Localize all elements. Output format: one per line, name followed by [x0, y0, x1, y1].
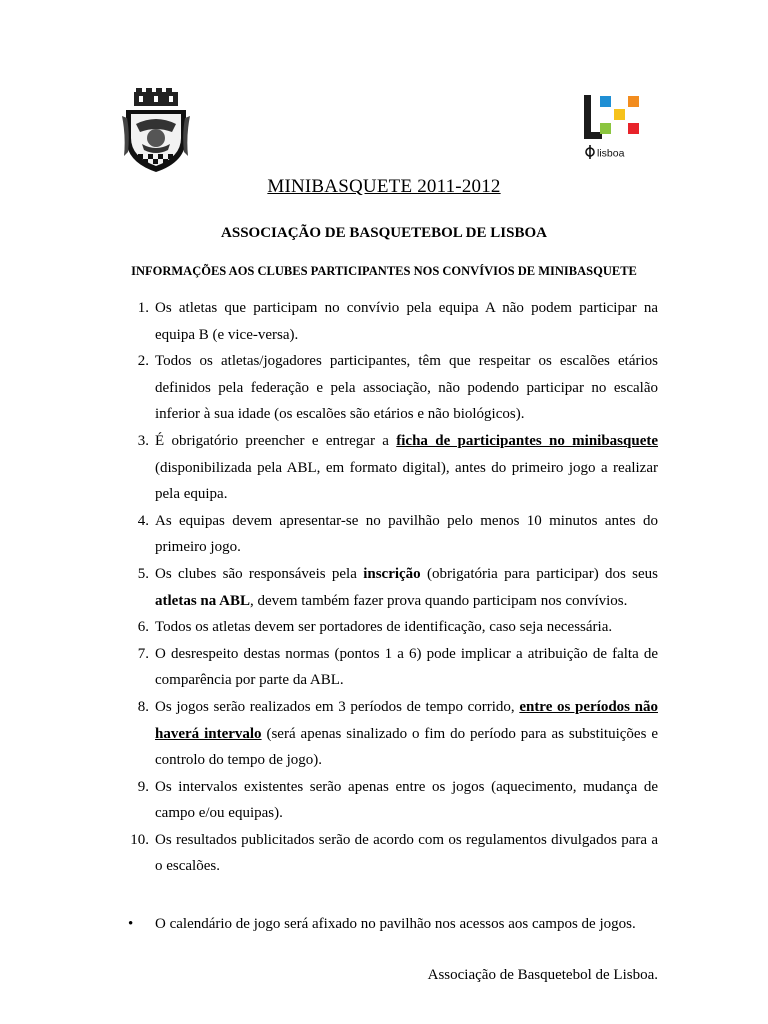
rule-number: 5.: [137, 565, 149, 582]
bullet-dot-icon: •: [128, 916, 134, 932]
rule-text-segment: Os resultados publicitados serão de acordo com os regulamentos divulgados para a o escalões.: [155, 831, 658, 875]
rule-text-segment: (disponibilizada pela ABL, em formato digital), antes do primeiro jogo a realizar pela equipa.: [155, 459, 658, 503]
document-subtitle: INFORMAÇÕES AOS CLUBES PARTICIPANTES NOS CONVÍVIOS DE MINIBASQUETE: [131, 264, 637, 278]
bullet-note-text: O calendário de jogo será afixado no pavilhão nos acessos aos campos de jogos.: [155, 916, 636, 932]
rule-text: [155, 295, 658, 348]
bullet-note: [128, 911, 668, 937]
rule-item: [118, 561, 658, 614]
rule-number: 7.: [137, 645, 149, 662]
rule-text: [155, 774, 658, 827]
rule-text: [155, 827, 658, 880]
rule-emphasis: entre os períodos não haverá intervalo: [155, 698, 658, 742]
rule-text: [155, 508, 658, 561]
rule-item: [118, 774, 658, 827]
document-title: MINIBASQUETE 2011-2012: [267, 176, 501, 197]
rule-number: 1.: [137, 300, 149, 316]
rule-number: 6.: [137, 619, 149, 636]
rule-number: 4.: [137, 512, 149, 529]
rule-text: [155, 348, 658, 428]
rule-item: [118, 694, 658, 774]
rule-text-segment: As equipas devem apresentar-se no pavilhão pelo menos 10 minutos antes do primeiro jogo.: [155, 512, 658, 556]
rule-text-segment: Os atletas que participam no convívio pela equipa A não podem participar na equipa B (e vice-versa).: [155, 300, 658, 343]
rule-text-segment: (será apenas sinalizado o fim do período para as substituições e controlo do tempo de jogo).: [155, 725, 658, 769]
rule-number: 10.: [130, 831, 149, 848]
rule-text-segment: Os clubes são responsáveis pela: [155, 565, 364, 582]
rule-text-segment: , devem também fazer prova quando participam nos convívios.: [250, 592, 628, 609]
rule-emphasis: atletas na ABL: [155, 592, 251, 609]
rules-list: [118, 295, 658, 880]
rule-text-segment: É obrigatório preencher e entregar a: [155, 432, 397, 449]
rule-text-segment: Todos os atletas devem ser portadores de identificação, caso seja necessária.: [155, 619, 613, 636]
rule-item: [118, 827, 658, 880]
rule-number: 2.: [137, 353, 149, 370]
rule-number: 8.: [137, 698, 149, 715]
rule-item: [118, 428, 658, 508]
rule-text: [155, 694, 658, 774]
rule-text-segment: Os intervalos existentes serão apenas entre os jogos (aquecimento, mudança de campo e/ou equipas).: [155, 778, 658, 822]
lisboa-logo: [582, 93, 646, 159]
rule-text: [155, 428, 658, 508]
rule-text-segment: (obrigatória para participar) dos seus: [420, 565, 658, 582]
rule-text: [155, 641, 658, 694]
lisboa-logo-text: lisboa: [597, 147, 625, 159]
rule-item: [118, 295, 658, 348]
rule-text-segment: Os jogos serão realizados em 3 períodos de tempo corrido,: [155, 698, 520, 715]
rule-item: [118, 614, 658, 641]
rule-emphasis: ficha de participantes no minibasquete: [396, 432, 659, 449]
rule-emphasis: inscrição: [363, 565, 421, 582]
rule-number: 9.: [137, 778, 149, 795]
rule-text: [155, 614, 658, 641]
municipal-crest-logo: [120, 86, 192, 174]
rule-number: 3.: [137, 432, 149, 449]
rule-text-segment: Todos os atletas/jogadores participantes, têm que respeitar os escalões etários definidos pela federação e pela associação, não podendo participar no escalão inferior à sua idade (os escalões são etários e não biológicos).: [155, 353, 658, 423]
association-heading: ASSOCIAÇÃO DE BASQUETEBOL DE LISBOA: [221, 225, 547, 241]
signature-line: Associação de Basquetebol de Lisboa.: [427, 967, 658, 983]
rule-item: [118, 508, 658, 561]
rule-text: [155, 561, 658, 614]
rule-item: [118, 348, 658, 428]
rule-text-segment: O desrespeito destas normas (pontos 1 a 6) pode implicar a atribuição de falta de comparência por parte da ABL.: [155, 645, 658, 689]
rule-item: [118, 641, 658, 694]
